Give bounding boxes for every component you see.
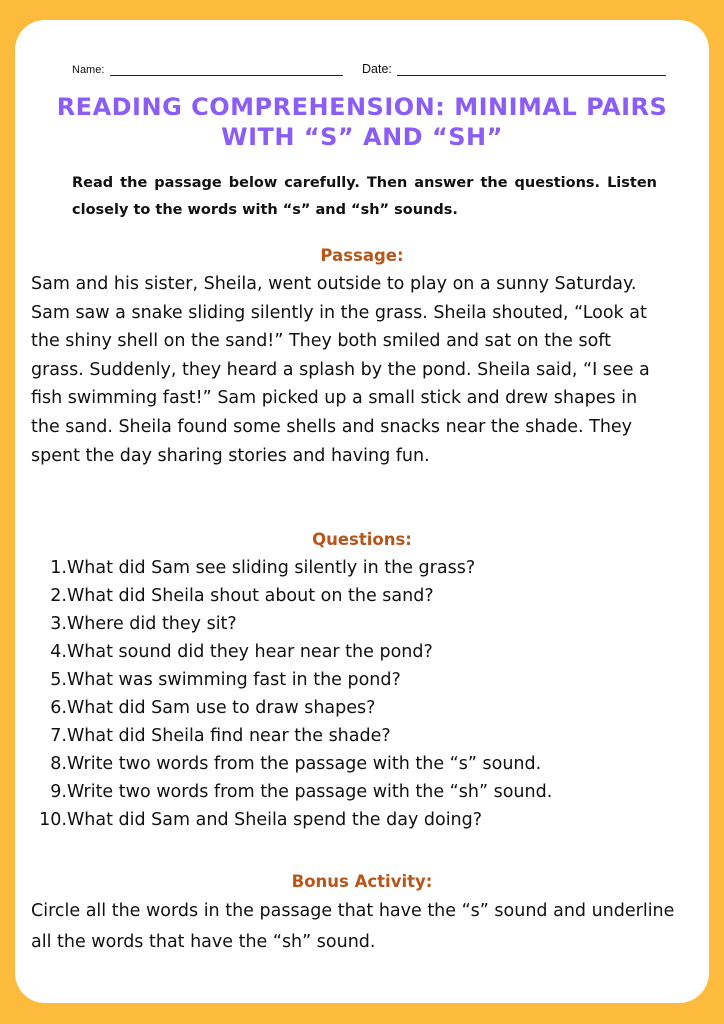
question-item (23, 750, 683, 778)
date-line (397, 75, 666, 76)
questions-list (23, 554, 683, 834)
question-item (23, 666, 683, 694)
question-number: 2. (50, 586, 67, 606)
question-number: 9. (50, 782, 67, 802)
worksheet-card (15, 20, 709, 1003)
question-item (23, 778, 683, 806)
question-number: 1. (50, 558, 67, 578)
question-number: 5. (50, 670, 67, 690)
question-number: 4. (50, 642, 67, 662)
bonus-text: Circle all the words in the passage that have the “s” sound and underline all the words that have the “sh” sound. (31, 901, 675, 952)
question-item (23, 582, 683, 610)
question-text: What did Sheila shout about on the sand? (67, 586, 434, 606)
bonus-heading: Bonus Activity: (291, 872, 433, 891)
question-number: 10. (39, 810, 67, 830)
name-date-header (72, 58, 666, 78)
question-number: 6. (50, 698, 67, 718)
question-text: Write two words from the passage with the “s” sound. (67, 754, 542, 774)
question-text: Write two words from the passage with the “sh” sound. (67, 782, 553, 802)
question-item (23, 806, 683, 834)
question-text: Where did they sit? (67, 614, 237, 634)
question-item (23, 554, 683, 582)
question-item (23, 610, 683, 638)
questions-heading: Questions: (312, 530, 412, 549)
question-text: What did Sam and Sheila spend the day doing? (67, 810, 483, 830)
question-text: What was swimming fast in the pond? (67, 670, 401, 690)
question-number: 3. (50, 614, 67, 634)
date-label: Date: (362, 62, 392, 76)
question-text: What sound did they hear near the pond? (67, 642, 433, 662)
name-line (110, 75, 343, 76)
question-item (23, 694, 683, 722)
question-number: 8. (50, 754, 67, 774)
instructions: Read the passage below carefully. Then answer the questions. Listen closely to the words with “s” and “sh” sounds. (72, 175, 657, 218)
question-text: What did Sam use to draw shapes? (67, 698, 376, 718)
question-item (23, 638, 683, 666)
question-text: What did Sheila find near the shade? (67, 726, 391, 746)
question-number: 7. (50, 726, 67, 746)
passage-text: Sam and his sister, Sheila, went outside to play on a sunny Saturday. Sam saw a snake sliding silently in the grass. Sheila shouted, “Look at the shiny shell on the sand!” They both smiled and sat on the soft grass. Suddenly, they heard a splash by the pond. Sheila said, “I see a fish swimming fast!” Sam picked up a small stick and drew shapes in the sand. Sheila found some shells and snacks near the shade. They spent the day sharing stories and having fun. (31, 274, 650, 466)
page-title: READING COMPREHENSION: MINIMAL PAIRS WITH “S” AND “SH” (56, 93, 668, 151)
question-item (23, 722, 683, 750)
passage-heading: Passage: (320, 246, 404, 265)
question-text: What did Sam see sliding silently in the grass? (67, 558, 476, 578)
name-label: Name: (72, 64, 105, 76)
